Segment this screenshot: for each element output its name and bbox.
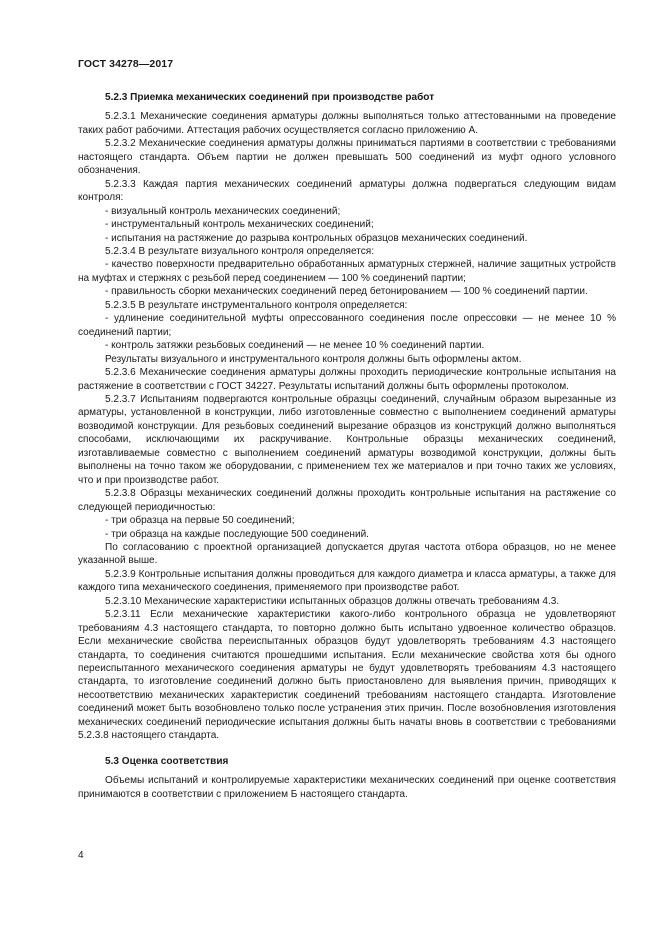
section-heading-5-3: 5.3 Оценка соответствия [105,755,229,767]
clause-5-2-3-3: 5.2.3.3 Каждая партия механических соединений арматуры должна подвергаться следующим видам контроля: [78,178,616,204]
clause-5-2-3-7: 5.2.3.7 Испытаниям подвергаются контрольные образцы соединений, случайным образом вырезанные из арматуры, установленной в конструкции, либо изготовленные совместно с выполнением соединений арматуры возводимой конструкции. Для резьбовых соединений вырезание образцов из конструкций должно выполняться способами, исключающими их раскручивание. Контрольные образцы механических соединений, изготавливаемые совместно с выполнением соединений арматуры возводимой конструкции, должны быть выполнены на точно таком же оборудовании, с применением тех же материалов и при точно таких же условиях, что и при производстве работ. [78,393,616,486]
clause-5-2-3-2: 5.2.3.2 Механические соединения арматуры должны приниматься партиями в соответствии с требованиями настоящего стандарта. Объем партии не должен превышать 500 соединений из муфт одного условного обозначения. [78,138,616,177]
paragraph: Результаты визуального и инструментального контроля должны быть оформлены актом. [105,353,522,365]
list-item: - инструментальный контроль механических соединений; [105,219,374,231]
paragraph: По согласованию с проектной организацией допускается другая частота отбора образцов, но не менее указанной выше. [78,541,616,567]
clause-5-2-3-11: 5.2.3.11 Если механические характеристики какого-либо контрольного образца не удовлетворяют требованиям 4.3 настоящего стандарта, то повторно должно быть испытано удвоенное количество образцов. Если механические свойства переиспытанных образцов будут удовлетворять требованиям 4.3 настоящего стандарта, то соединения считаются прошедшими испытания. Если механические свойства хотя бы одного переиспытанного механического соединения арматуры не будут удовлетворять требованиям 4.3 настоящего стандарта, то изготовление соединений должно быть приостановлено для выявления причин, приводящих к несоответствию механических характеристик соединений требованиям настоящего стандарта. Изготовление соединений может быть возобновлено только после устранения этих причин. После возобновления изготовления механических соединений периодические испытания должны быть начаты вновь в соответствии с требованиями 5.2.3.8 настоящего стандарта. [78,609,616,742]
list-item: - правильность сборки механических соединений перед бетонированием — 100 % соединений партии. [105,286,588,298]
page-number: 4 [78,850,84,861]
list-item: - три образца на первые 50 соединений; [105,515,295,527]
document-header: ГОСТ 34278—2017 [78,58,174,70]
list-item: - три образца на каждые последующие 500 соединений. [105,528,369,540]
section-heading-5-2-3: 5.2.3 Приемка механических соединений при производстве работ [105,92,435,103]
document-body [78,91,616,801]
clause-5-2-3-1: 5.2.3.1 Механические соединения арматуры должны выполняться только аттестованными на проведение таких работ рабочими. Аттестация рабочих осуществляется согласно приложению А. [78,111,616,136]
list-item: - контроль затяжки резьбовых соединений — не менее 10 % соединений партии. [105,340,485,352]
list-item: - удлинение соединительной муфты опрессованного соединения после опрессовки — не менее 10 % соединений партии; [78,313,616,338]
clause-5-2-3-5: 5.2.3.5 В результате инструментального контроля определяется: [105,299,408,311]
clause-5-2-3-4: 5.2.3.4 В результате визуального контроля определяется: [105,245,374,257]
paragraph: Объемы испытаний и контролируемые характеристики механических соединений при оценке соответствия принимаются в соответствии с приложением Б настоящего стандарта. [78,775,616,800]
list-item: - визуальный контроль механических соединений; [105,205,341,217]
clause-5-2-3-8: 5.2.3.8 Образцы механических соединений должны проходить контрольные испытания на растяжение со следующей периодичностью: [78,488,616,513]
clause-5-2-3-9: 5.2.3.9 Контрольные испытания должны проводиться для каждого диаметра и класса арматуры, а также для каждого типа механического соединения, применяемого при производстве работ. [78,568,616,594]
list-item: - испытания на растяжение до разрыва контрольных образцов механических соединений. [105,232,528,244]
list-item: - качество поверхности предварительно обработанных арматурных стержней, наличие защитных устройств на муфтах и стержнях с резьбой перед соединением — 100 % соединений партии; [78,259,616,284]
clause-5-2-3-10: 5.2.3.10 Механические характеристики испытанных образцов должны отвечать требованиям 4.3. [105,595,560,607]
clause-5-2-3-6: 5.2.3.6 Механические соединения арматуры должны проходить периодические контрольные испытания на растяжение в соответствии с ГОСТ 34227. Результаты испытаний должны быть оформлены протоколом. [78,367,616,392]
